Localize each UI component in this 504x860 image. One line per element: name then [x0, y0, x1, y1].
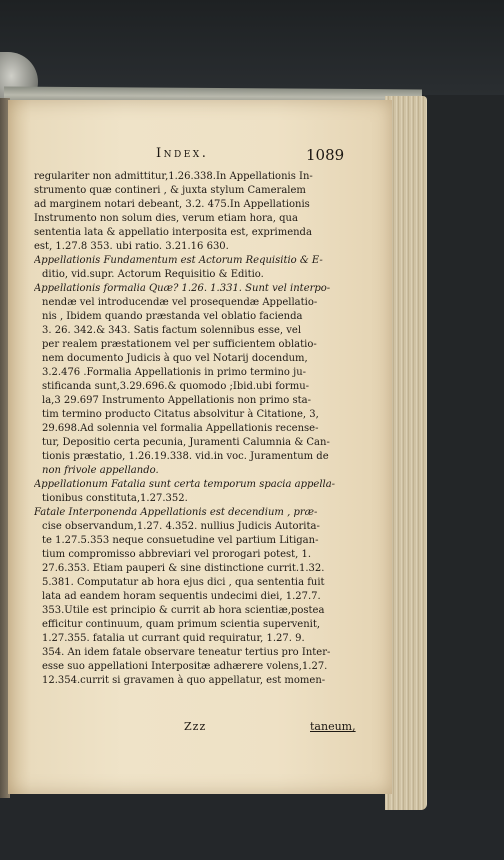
text-line: sententia lata & appellatio interposita est, exprimenda — [34, 227, 312, 238]
text-line: nem documento Judicis à quo vel Notarij docendum, — [42, 353, 308, 364]
page-header — [8, 146, 392, 170]
text-line: efficitur continuum, quam primum scientia supervenit, — [42, 619, 321, 630]
text-line: tim termino producto Citatus absolvitur à Citatione, 3, — [42, 409, 319, 420]
book-page — [8, 100, 392, 794]
background-top — [0, 0, 504, 95]
text-line: lata ad eandem horam sequentis undecimi diei, 1.27.7. — [42, 591, 321, 602]
text-line: 3.2.476 .Formalia Appellationis in primo termino ju- — [42, 367, 307, 378]
page-number: 1089 — [306, 146, 345, 164]
text-line: est, 1.27.8 353. ubi ratio. 3.21.16 630. — [34, 241, 229, 252]
index-entry-heading: Appellationum Fatalia sunt certa temporum spacia appella- — [34, 479, 336, 490]
running-head: Index. — [156, 146, 209, 161]
text-line: la,3 29.697 Instrumento Appellationis non primo sta- — [42, 395, 311, 406]
text-line: esse suo appellationi Interpositæ adhærere volens,1.27. — [42, 661, 328, 672]
text-line: 1.27.355. fatalia ut currant quid requiratur, 1.27. 9. — [42, 633, 305, 644]
text-line: nendæ vel introducendæ vel prosequendæ Appellatio- — [42, 297, 318, 308]
text-line: ad marginem notari debeant, 3.2. 475.In Appellationis — [34, 199, 310, 210]
text-line: 27.6.353. Etiam pauperi & sine distinctione currit.1.32. — [42, 563, 325, 574]
text-line: strumento quæ contineri , & juxta stylum Cameralem — [34, 185, 306, 196]
text-line: 29.698.Ad solennia vel formalia Appellationis recense- — [42, 423, 319, 434]
text-line: 12.354.currit si gravamen à quo appellatur, est momen- — [42, 675, 326, 686]
text-line: ditio, vid.supr. Actorum Requisitio & Editio. — [42, 269, 264, 280]
signature-mark: Zzz — [184, 720, 207, 733]
text-line: stificanda sunt,3.29.696.& quomodo ;Ibid.ubi formu- — [42, 381, 310, 392]
text-line: tur, Depositio certa pecunia, Juramenti Calumnia & Can- — [42, 437, 330, 448]
text-line: tium compromisso abbreviari vel prorogari potest, 1. — [42, 549, 312, 560]
text-line: 354. An idem fatale observare teneatur tertius pro Inter- — [42, 647, 331, 658]
text-line: 353.Utile est principio & currit ab hora scientiæ,postea — [42, 605, 325, 616]
text-line: te 1.27.5.353 neque consuetudine vel partium Litigan- — [42, 535, 319, 546]
text-line: 3. 26. 342.& 343. Satis factum solennibus esse, vel — [42, 325, 302, 336]
index-text — [34, 170, 354, 688]
text-line: regulariter non admittitur,1.26.338.In Appellationis In- — [34, 171, 313, 182]
index-entry-heading: Fatale Interponenda Appellationis est decendium , præ- — [34, 507, 318, 518]
text-line: tionis præstatio, 1.26.19.338. vid.in voc. Juramentum de — [42, 451, 329, 462]
catchword: taneum, — [310, 720, 356, 733]
text-line: cise observandum,1.27. 4.352. nullius Judicis Autorita- — [42, 521, 320, 532]
text-line: nis , Ibidem quando præstanda vel oblatio facienda — [42, 311, 303, 322]
text-line: per realem præstationem vel per sufficientem oblatio- — [42, 339, 317, 350]
index-entry-heading: Appellationis formalia Quæ? 1.26. 1.331. Sunt vel interpo- — [34, 283, 331, 294]
text-line: 5.381. Computatur ab hora ejus dici , qua sententia fuit — [42, 577, 325, 588]
page-footer — [8, 720, 392, 738]
text-line: Instrumento non solum dies, verum etiam hora, qua — [34, 213, 298, 224]
index-entry-heading: Appellationis Fundamentum est Actorum Requisitio & E- — [34, 255, 323, 266]
text-line: non frivole appellando. — [42, 465, 159, 476]
background-bottom — [0, 790, 504, 860]
text-line: tionibus constituta,1.27.352. — [42, 493, 188, 504]
